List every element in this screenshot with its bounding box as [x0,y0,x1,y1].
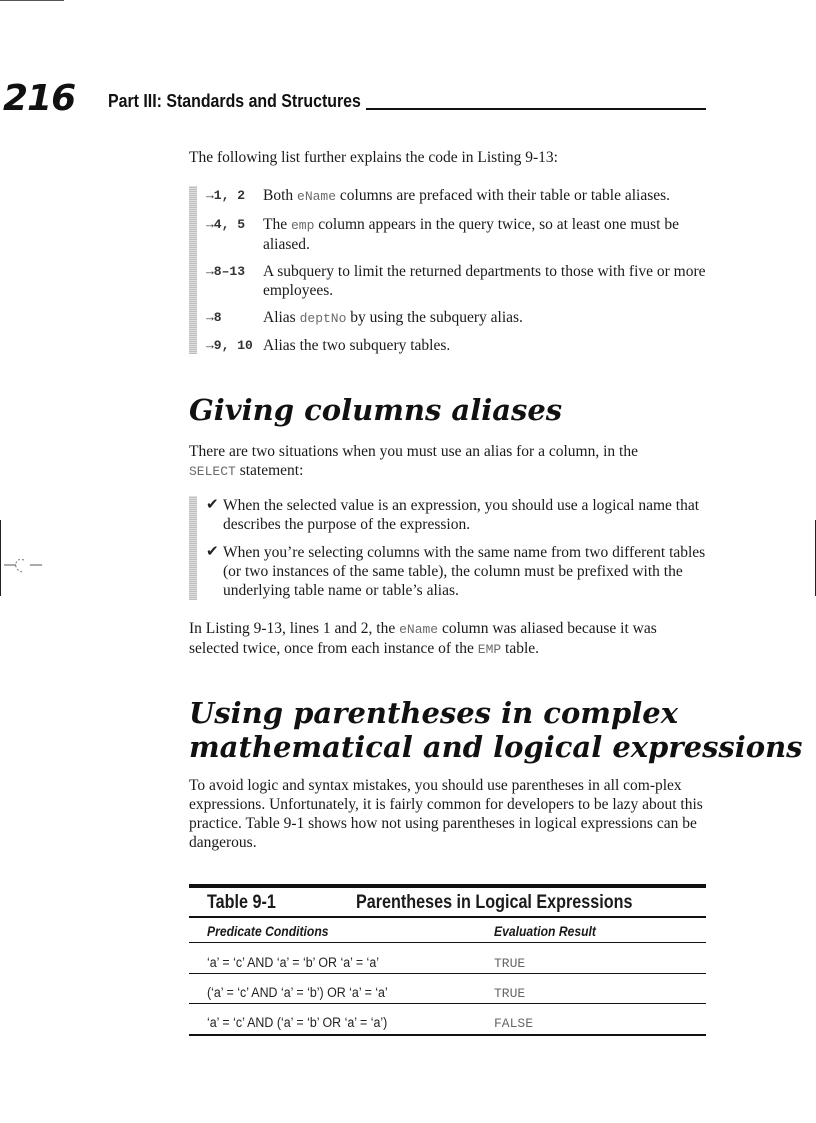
table-cell-condition: ‘a’ = ‘c’ AND (‘a’ = ‘b’ OR ‘a’ = ‘a’) [207,1015,388,1030]
column-header-conditions: Predicate Conditions [207,924,329,939]
annotation-text: Alias deptNo by using the subquery alias. [263,309,523,326]
bullet-item [206,543,711,600]
bullet-margin-bar [189,496,197,600]
checkmark-icon: ✔ [206,542,219,560]
left-margin-line [0,520,1,596]
annotation-text: Both eName columns are prefaced with their table or table aliases. [263,187,671,204]
section-heading-parentheses-line2: mathematical and logical expressions [189,730,803,764]
table-bottom-rule [189,1034,706,1036]
table-row-rule [189,1003,706,1004]
table-title: Parentheses in Logical Expressions [356,892,633,913]
section1-intro-paragraph: There are two situations when you must use an alias for a column, in the SELECT statement: [189,443,638,479]
table-cell-result: TRUE [494,986,526,1001]
registration-mark-icon [2,552,42,578]
annotation-marker: →1, 2 [206,188,246,203]
annotation-text: A subquery to limit the returned departments to those with five or more employees. [263,263,706,299]
annotation-text: The emp column appears in the query twice, so at least one must be aliased. [263,216,679,253]
annotation-item [206,215,711,254]
corner-crop-rule [0,0,64,1]
annotation-marker: →4, 5 [206,217,246,232]
annotation-item [206,186,711,206]
page-header [0,70,816,120]
header-rule [366,108,706,110]
annotation-marker: →9, 10 [206,338,253,353]
part-title: Part III: Standards and Structures [108,90,361,111]
table-cell-condition: (‘a’ = ‘c’ AND ‘a’ = ‘b’) OR ‘a’ = ‘a’ [207,985,388,1000]
table-header-rule [189,942,706,943]
annotation-item [206,262,711,300]
annotation-marker: →8–13 [206,264,246,279]
annotation-item [206,308,711,328]
column-header-result: Evaluation Result [494,924,596,939]
bullet-text: When you’re selecting columns with the same name from two different tables (or two instances of the same table), the column must be prefixed with the underlying table name or table’s alias. [223,544,706,599]
annotation-item [206,336,711,355]
annotation-margin-bar [189,186,197,354]
table-title-rule [189,916,706,918]
bullet-text: When the selected value is an expression, you should use a logical name that describes the purpose of the expression. [223,497,700,533]
table-number: Table 9-1 [207,892,276,913]
page-number: 216 [3,78,76,119]
annotation-text: Alias the two subquery tables. [263,337,451,354]
table-cell-result: TRUE [494,956,526,971]
bullet-item [206,496,711,534]
table-cell-condition: ‘a’ = ‘c’ AND ‘a’ = ‘b’ OR ‘a’ = ‘a’ [207,955,379,970]
section-heading-parentheses-line1: Using parentheses in complex [189,696,679,730]
checkmark-icon: ✔ [206,495,219,513]
table-row-rule [189,973,706,974]
intro-paragraph: The following list further explains the code in Listing 9-13: [189,149,558,166]
table-top-rule [189,884,706,888]
annotation-marker: →8 [206,310,222,325]
section2-paragraph: To avoid logic and syntax mistakes, you should use parentheses in all com-plex expressions. Unfortunately, it is fairly common for developers to be lazy about this practice. Table 9-1 shows how not using parentheses in logical expressions can be dangerous. [189,777,703,851]
section1-closing-paragraph: In Listing 9-13, lines 1 and 2, the eName column was aliased because it was selected twice, once from each instance of the EMP table. [189,620,657,657]
section-heading-column-aliases: Giving columns aliases [189,393,563,427]
table-cell-result: FALSE [494,1016,534,1031]
